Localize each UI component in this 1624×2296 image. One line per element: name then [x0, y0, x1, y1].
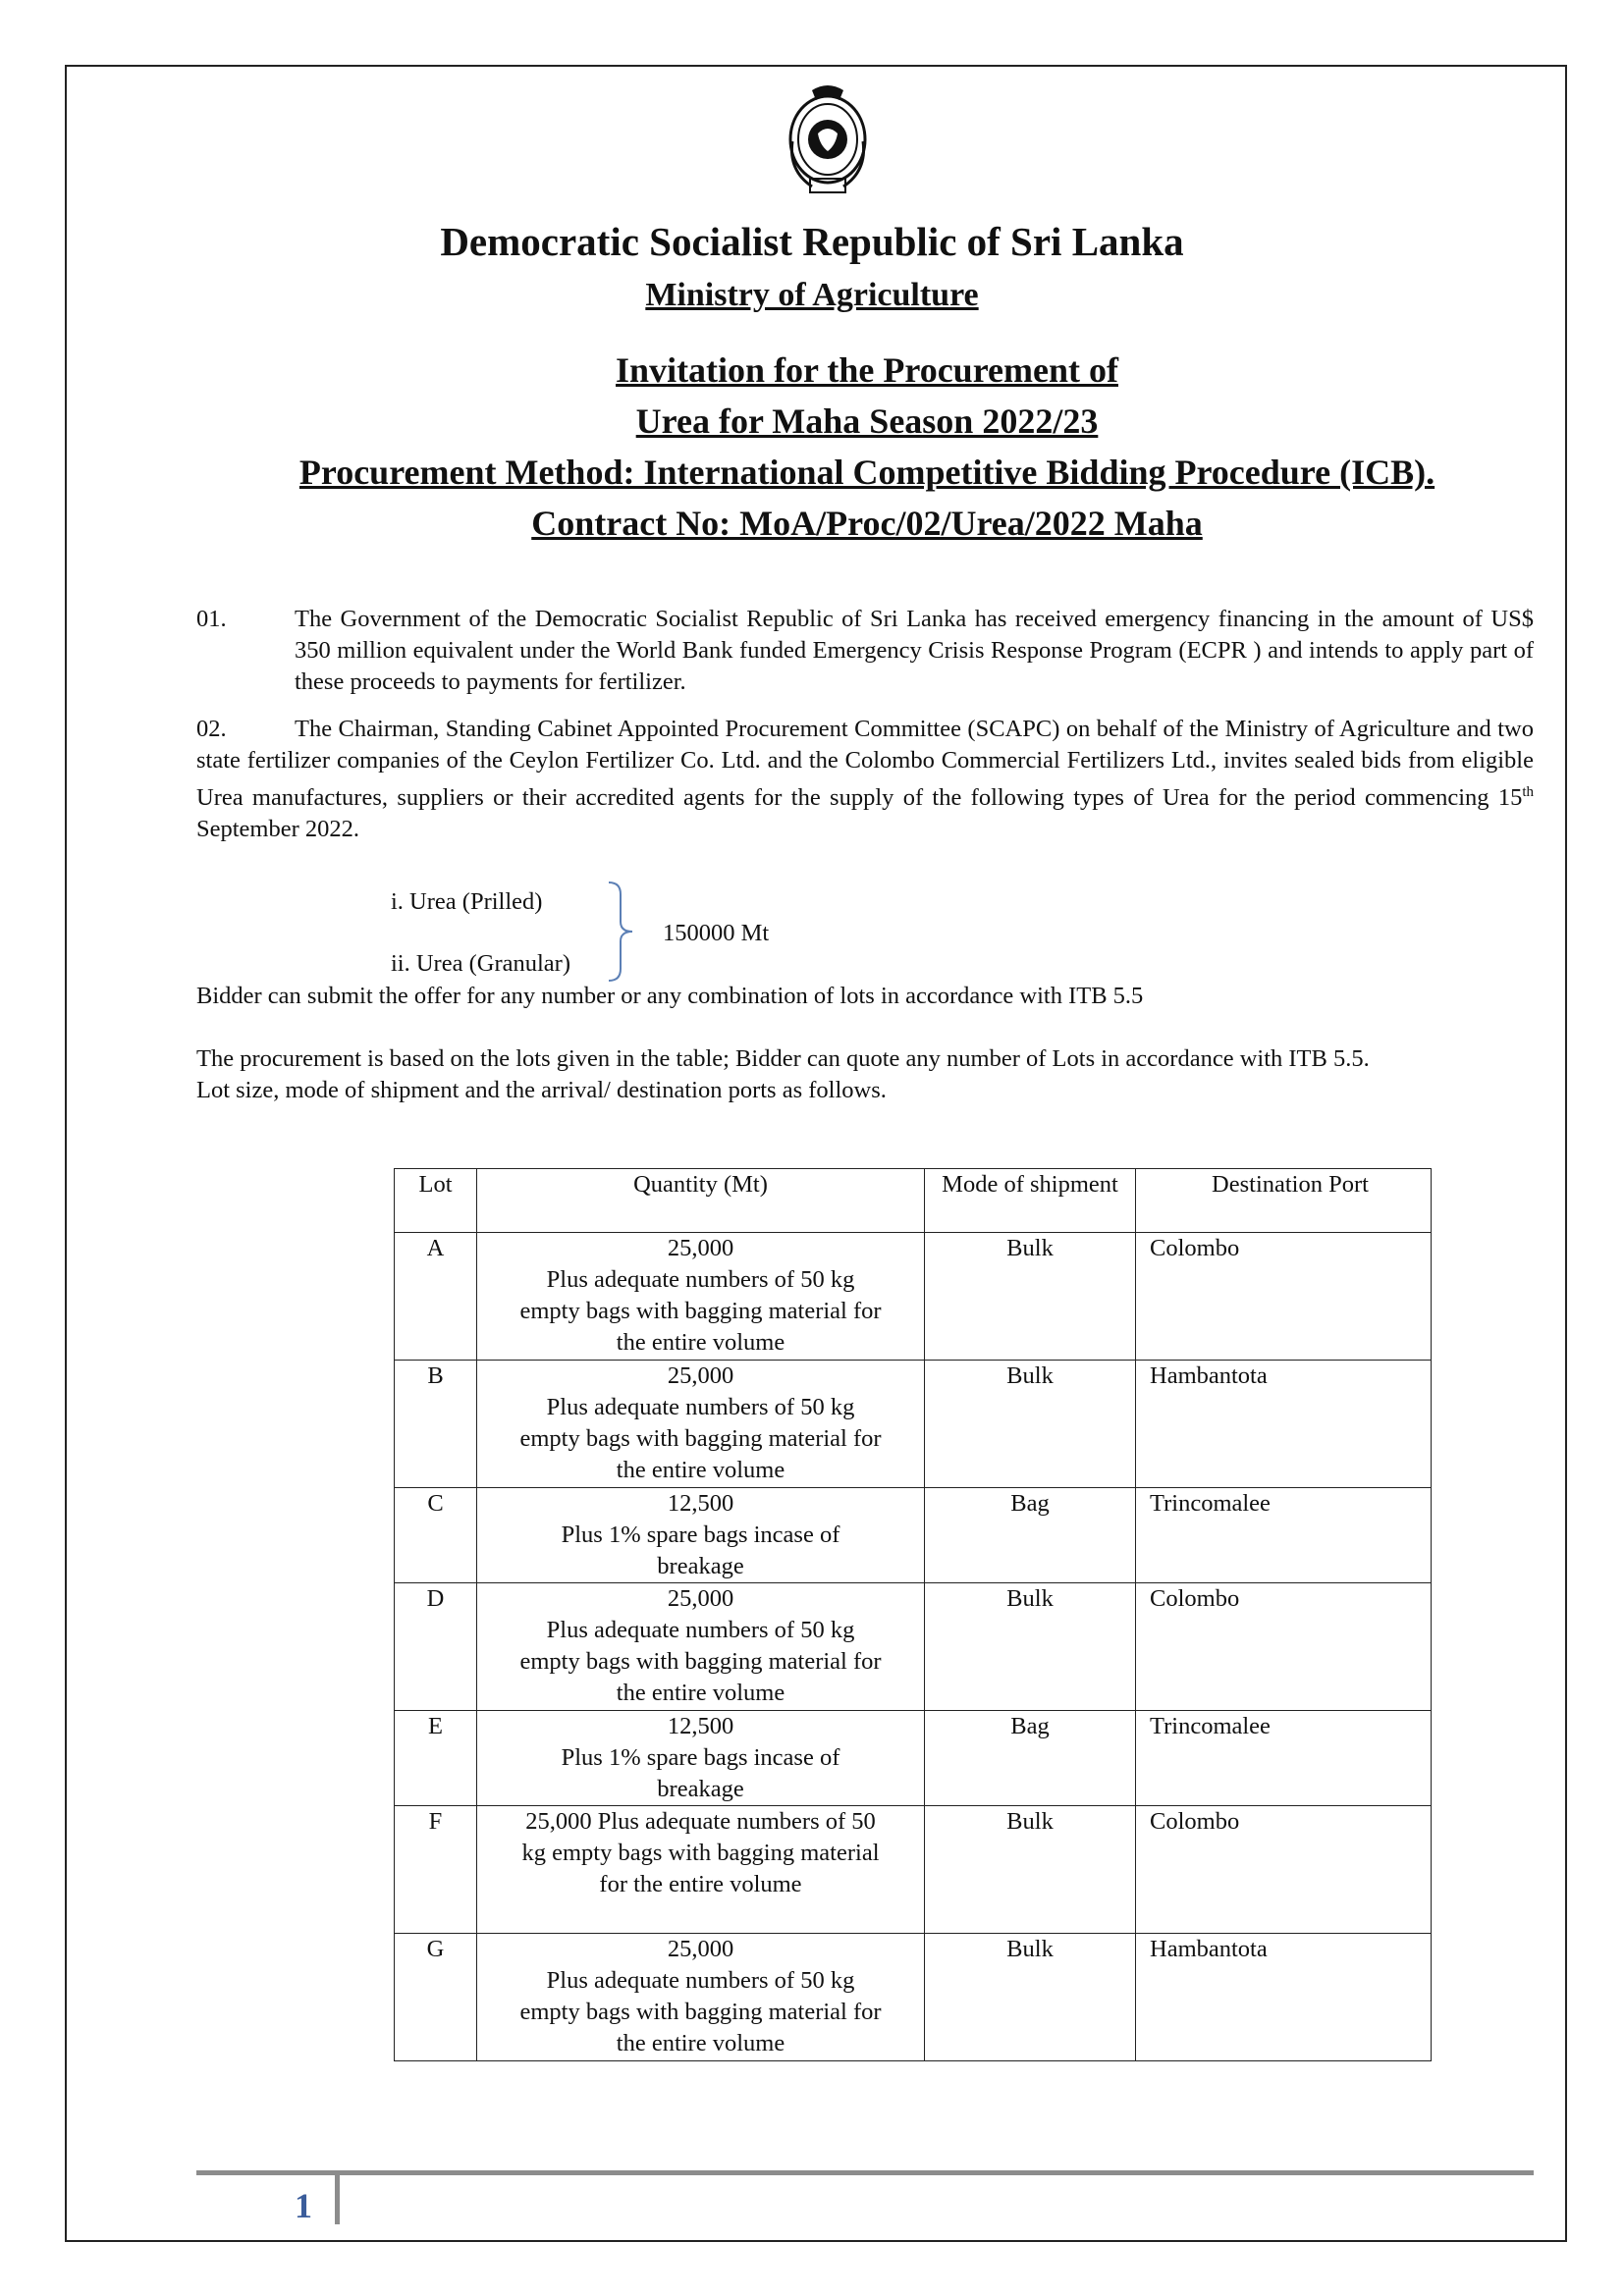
paragraph-invitation-text: The Chairman, Standing Cabinet Appointed Procurement Committee (SCAPC) on behalf of the Ministry of Agriculture and two state fertilizer companies of the Ceylon Fertilizer Co. Ltd. and the Colombo Commercial Fertilizers Ltd., invites sealed bids from eligible Urea manufactures, suppliers or their accredited agents for the supply of the following types of Urea for the period commencing 15: [196, 716, 1534, 812]
mode-cell: Bag: [925, 1488, 1136, 1583]
quantity-line: the entire volume: [616, 2030, 785, 2056]
quantity-line: 25,000 Plus adequate numbers of 50: [525, 1808, 876, 1835]
port-cell: Colombo: [1136, 1806, 1432, 1934]
lot-cell: B: [395, 1361, 477, 1488]
urea-type-item: i. Urea (Prilled): [391, 888, 543, 915]
port-cell: Trincomalee: [1136, 1711, 1432, 1806]
lot-cell: G: [395, 1934, 477, 2061]
quantity-line: Plus 1% spare bags incase of: [561, 1522, 840, 1548]
port-cell: Colombo: [1136, 1233, 1432, 1361]
curly-brace-icon: [607, 881, 646, 983]
lot-cell: D: [395, 1583, 477, 1711]
quantity-cell: [477, 1233, 925, 1361]
paragraph-number: 01.: [196, 606, 227, 632]
invitation-title: Invitation for the Procurement of: [616, 350, 1118, 390]
lot-cell: E: [395, 1711, 477, 1806]
quantity-line: 25,000: [667, 1585, 734, 1612]
quantity-line: the entire volume: [616, 1680, 785, 1706]
bidder-note: Bidder can submit the offer for any number or any combination of lots in accordance with ITB 5.5: [196, 983, 1144, 1009]
header-lot: Lot: [395, 1169, 477, 1233]
quantity-line: empty bags with bagging material for: [519, 1298, 882, 1324]
quantity-cell: [477, 1711, 925, 1806]
footer-divider: [335, 2175, 340, 2224]
procurement-note-line2: Lot size, mode of shipment and the arrival/ destination ports as follows.: [196, 1077, 887, 1103]
quantity-line: empty bags with bagging material for: [519, 1999, 882, 2025]
port-cell: Colombo: [1136, 1583, 1432, 1711]
quantity-line: 12,500: [667, 1713, 734, 1739]
lots-table: [394, 1168, 1432, 2061]
quantity-line: Plus adequate numbers of 50 kg: [546, 1266, 855, 1293]
quantity-line: Plus adequate numbers of 50 kg: [546, 1617, 855, 1643]
mode-cell: Bulk: [925, 1934, 1136, 2061]
table-row: [395, 1583, 1432, 1711]
table-row: [395, 1233, 1432, 1361]
table-header-row: [395, 1169, 1432, 1233]
mode-cell: Bulk: [925, 1806, 1136, 1934]
paragraph-financing: The Government of the Democratic Socialist Republic of Sri Lanka has received emergency financing in the amount of US$ 350 million equivalent under the World Bank funded Emergency Crisis Response Program (ECPR ) and intends to apply part of these proceeds to payments for fertilizer.: [295, 606, 1534, 695]
header-quantity: Quantity (Mt): [477, 1169, 925, 1233]
quantity-line: 25,000: [667, 1235, 734, 1261]
quantity-line: Plus adequate numbers of 50 kg: [546, 1967, 855, 1994]
contract-number-title: Contract No: MoA/Proc/02/Urea/2022 Maha: [531, 504, 1203, 543]
quantity-line: 25,000: [667, 1362, 734, 1389]
paragraph-number: 02.: [196, 716, 227, 742]
procurement-note-line1: The procurement is based on the lots given in the table; Bidder can quote any number of Lots in accordance with ITB 5.5.: [196, 1045, 1370, 1072]
quantity-line: kg empty bags with bagging material: [521, 1840, 880, 1866]
port-cell: Hambantota: [1136, 1934, 1432, 2061]
table-row: [395, 1934, 1432, 2061]
quantity-line: breakage: [657, 1776, 744, 1802]
urea-type-item: ii. Urea (Granular): [391, 950, 570, 977]
lot-cell: C: [395, 1488, 477, 1583]
mode-cell: Bag: [925, 1711, 1136, 1806]
quantity-line: 25,000: [667, 1936, 734, 1962]
quantity-cell: [477, 1488, 925, 1583]
country-title: Democratic Socialist Republic of Sri Lanka: [440, 219, 1184, 264]
season-title: Urea for Maha Season 2022/23: [635, 401, 1099, 441]
lot-cell: A: [395, 1233, 477, 1361]
quantity-line: Plus adequate numbers of 50 kg: [546, 1394, 855, 1420]
header-port: Destination Port: [1136, 1169, 1432, 1233]
quantity-line: Plus 1% spare bags incase of: [561, 1744, 840, 1771]
mode-cell: Bulk: [925, 1583, 1136, 1711]
quantity-line: for the entire volume: [599, 1871, 802, 1897]
table-row: [395, 1488, 1432, 1583]
urea-type-list: [391, 886, 570, 980]
ordinal-suffix: th: [1522, 784, 1534, 800]
table-row: [395, 1711, 1432, 1806]
quantity-line: breakage: [657, 1553, 744, 1579]
quantity-line: empty bags with bagging material for: [519, 1425, 882, 1452]
quantity-line: the entire volume: [616, 1457, 785, 1483]
mode-cell: Bulk: [925, 1233, 1136, 1361]
procurement-method-title: Procurement Method: International Competitive Bidding Procedure (ICB).: [298, 453, 1435, 492]
urea-quantity: 150000 Mt: [663, 920, 770, 946]
quantity-cell: [477, 1806, 925, 1934]
quantity-cell: [477, 1934, 925, 2061]
footer-rule: [196, 2170, 1534, 2175]
paragraph-invitation: [196, 714, 1534, 845]
table-row: [395, 1806, 1432, 1934]
port-cell: Hambantota: [1136, 1361, 1432, 1488]
quantity-line: empty bags with bagging material for: [519, 1648, 882, 1675]
table-row: [395, 1361, 1432, 1488]
quantity-cell: [477, 1361, 925, 1488]
header-mode: Mode of shipment: [925, 1169, 1136, 1233]
quantity-line: 12,500: [667, 1490, 734, 1517]
paragraph-invitation-date: September 2022.: [196, 816, 360, 843]
page-number: 1: [295, 2186, 312, 2225]
port-cell: Trincomalee: [1136, 1488, 1432, 1583]
quantity-line: the entire volume: [616, 1329, 785, 1356]
ministry-title: Ministry of Agriculture: [645, 277, 979, 313]
mode-cell: Bulk: [925, 1361, 1136, 1488]
lot-cell: F: [395, 1806, 477, 1934]
quantity-cell: [477, 1583, 925, 1711]
sri-lanka-emblem-icon: [783, 82, 873, 200]
